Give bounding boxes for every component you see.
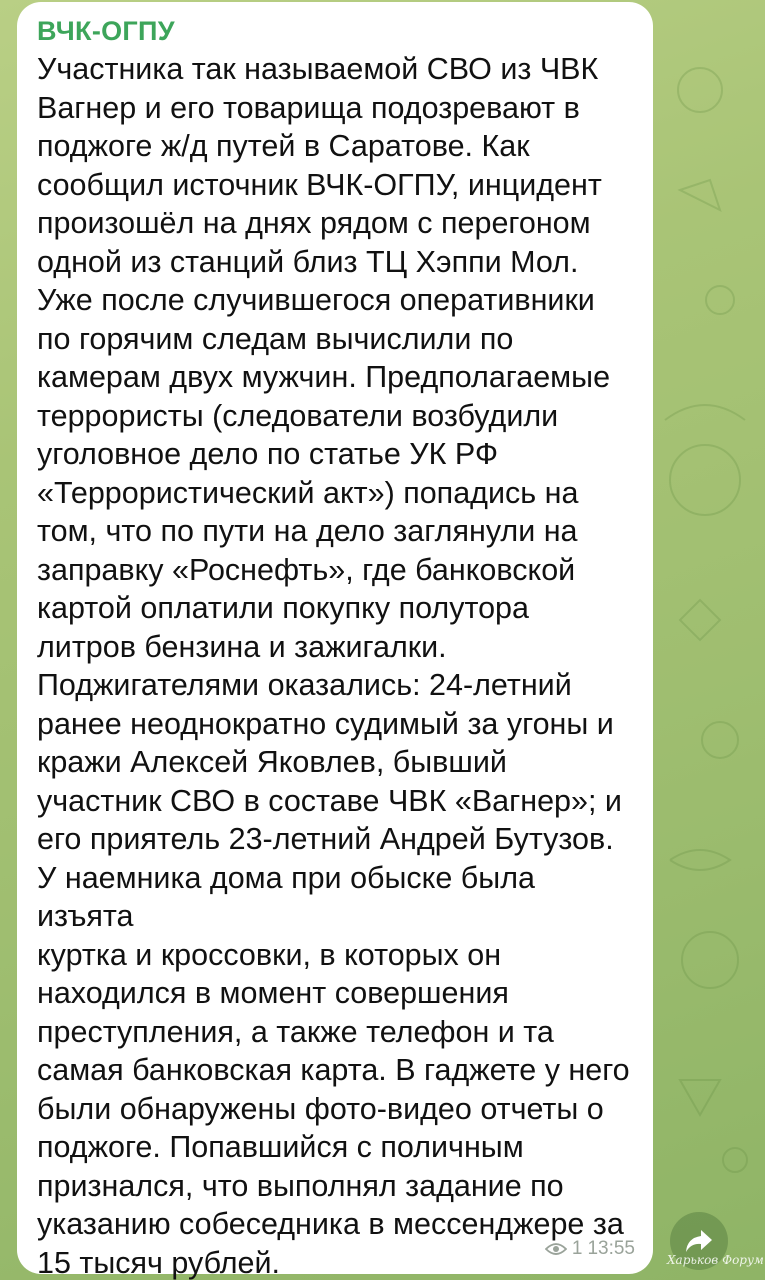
share-arrow-icon — [684, 1228, 714, 1254]
message-time: 13:55 — [587, 1238, 635, 1259]
channel-name[interactable]: ВЧК-ОГПУ — [37, 16, 175, 46]
message-bubble — [17, 2, 653, 1280]
eye-icon — [545, 1242, 567, 1256]
message-meta — [545, 1238, 635, 1260]
message-text: Участника так называемой СВО из ЧВК Вагнер и его товарища подозревают в поджоге ж/д путей в Саратове. Как сообщил источник ВЧК-ОГПУ, инцидент произошёл на днях рядом с перегоном одной из станций близ ТЦ Хэппи Мол. Уже после случившегося оперативники по горячим следам вычислили по камерам двух мужчин. Предполагаемые террористы (следователи возбудили уголовное дело по статье УК РФ «Террористический акт») попадись на том, что по пути на дело заглянули на заправку «Роснефть», где банковской картой оплатили покупку полутора литров бензина и зажигалки. Поджигателями оказались: 24-летний ранее неоднократно судимый за угоны и кражи Алексей Яковлев, бывший участник СВО в составе ЧВК «Вагнер»; и его приятель 23-летний Андрей Бутузов. У наемника дома при обыске была изъята куртка и кроссовки, в которых он находился в момент совершения преступления, а также телефон и та самая банковская карта. В гаджете у него были обнаружены фото-видео отчеты о поджоге. Попавшийся с поличным признался, что выполнял задание по указанию собеседника в мессенджере за 15 тысяч рублей. — [37, 52, 630, 1280]
views-count: 1 — [571, 1238, 583, 1259]
watermark: Харьков Форум — [667, 1253, 764, 1267]
